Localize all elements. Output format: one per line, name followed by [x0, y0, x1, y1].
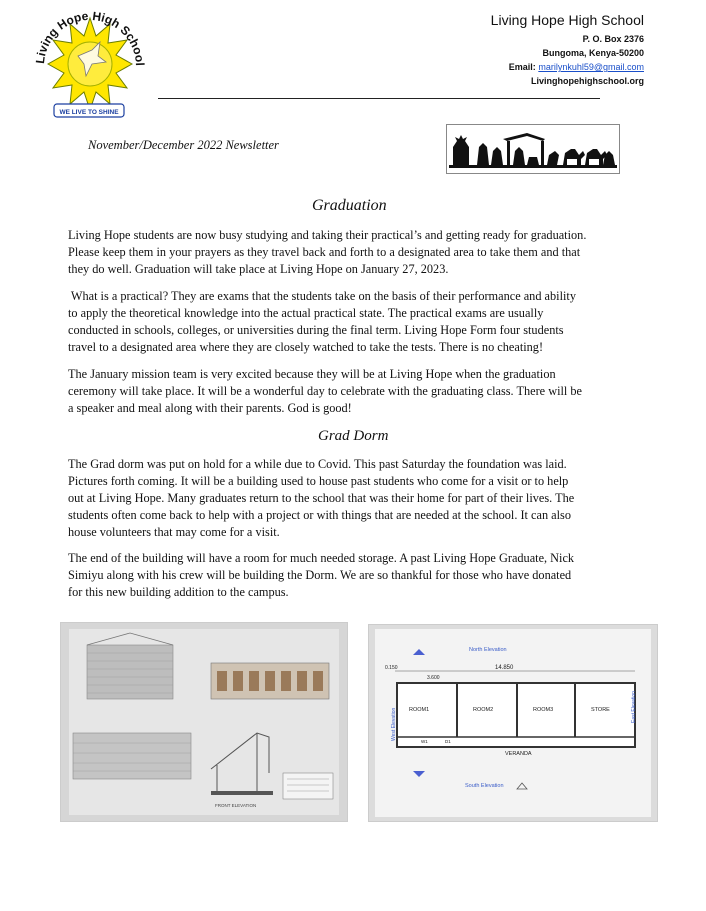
window-label: W1 — [421, 739, 428, 744]
graduation-paragraph-1 — [68, 227, 644, 278]
door-label: D1 — [445, 739, 451, 744]
room-label: STORE — [591, 707, 610, 713]
east-elevation-label: East Elevation — [631, 691, 637, 723]
logo-motto: WE LIVE TO SHINE — [59, 109, 119, 116]
room-width-dimension: 3.600 — [427, 675, 440, 681]
website: Livinghopehighschool.org — [531, 76, 644, 86]
text-line: travel to a designated area where they are closely watched to take the tests. There is no cheating! — [68, 339, 544, 354]
nativity-image — [446, 124, 620, 174]
logo-arc-text: Living Hope High School — [32, 8, 148, 67]
graduation-heading: Graduation — [312, 197, 387, 214]
veranda-label: VERANDA — [505, 751, 532, 757]
room-label: ROOM3 — [533, 707, 554, 713]
email-link[interactable]: marilynkuhl59@gmail.com — [538, 62, 644, 72]
text-line: The end of the building will have a room for much needed storage. A past Living Hope Graduate, Nick — [68, 551, 575, 565]
elevation-drawings-photo — [60, 622, 348, 822]
west-elevation-label: West Elevation — [391, 707, 397, 741]
po-box: P. O. Box 2376 — [582, 34, 644, 44]
grad-dorm-paragraph-2 — [68, 550, 644, 601]
text-line: house volunteers that may come for a visit. — [68, 524, 280, 539]
text-line: a speaker and meal along with their parents. God is good! — [68, 400, 352, 415]
graduation-paragraph-2 — [68, 288, 644, 356]
text-line: Pictures forth coming. It will be a building used to house past students who come for a visit or to help — [68, 473, 569, 488]
north-elevation-label: North Elevation — [469, 647, 507, 653]
newsletter-title: November/December 2022 Newsletter — [88, 138, 279, 152]
city-line: Bungoma, Kenya-50200 — [542, 48, 644, 58]
text-line: ceremony will take place. It will be a wonderful day to celebrate with the graduating class. There will be — [68, 383, 583, 398]
email-line — [491, 60, 644, 74]
header-divider — [158, 98, 600, 99]
room-label: ROOM1 — [409, 707, 430, 713]
school-name: Living Hope High School — [490, 12, 644, 28]
text-line: The January mission team is very excited because they will be at Living Hope when the graduation — [68, 367, 556, 381]
overall-dimension: 14.850 — [495, 665, 514, 671]
grad-dorm-heading: Grad Dorm — [318, 428, 389, 444]
grad-dorm-paragraph-1 — [68, 456, 644, 541]
floor-plan-photo — [368, 624, 658, 822]
school-logo — [30, 4, 150, 124]
room-label: ROOM2 — [473, 707, 494, 713]
text-line: they do well. Graduation will take place at Living Hope on January 27, 2023. — [68, 261, 449, 276]
wall-dimension: 0.150 — [385, 665, 398, 671]
text-line: to apply the theoretical knowledge into the actual practical state. The practical exams are usually — [68, 305, 544, 320]
text-line: Simiyu along with his crew will be building the Dorm. We are so thankful for those who have donated — [68, 567, 572, 582]
text-line: for this new building addition to the campus. — [68, 584, 289, 599]
email-label: Email: — [508, 62, 536, 72]
text-line: Please keep them in your prayers as they travel back and forth to a designated area to take them and that — [68, 244, 581, 259]
graduation-paragraph-3 — [68, 366, 644, 417]
school-info — [491, 12, 644, 88]
text-line: The Grad dorm was put on hold for a while due to Covid. This past Saturday the foundation was laid. — [68, 457, 567, 471]
text-line: conducted in schools, colleges, or universities during the final term. Living Hope Form four students — [68, 322, 564, 337]
elevation-caption: FRONT ELEVATION — [215, 803, 257, 808]
text-line: Living Hope students are now busy studying and taking their practical’s and getting ready for graduation. — [68, 228, 587, 242]
text-line: What is a practical? They are exams that the students take on the basis of their performance and ability — [68, 289, 576, 303]
south-elevation-label: South Elevation — [465, 783, 504, 789]
text-line: students often come back to help with a project or with things that are needed at the school. It can also — [68, 507, 571, 522]
text-line: out at Living Hope. Many graduates return to the school that was their home for part of their lives. The — [68, 490, 575, 505]
